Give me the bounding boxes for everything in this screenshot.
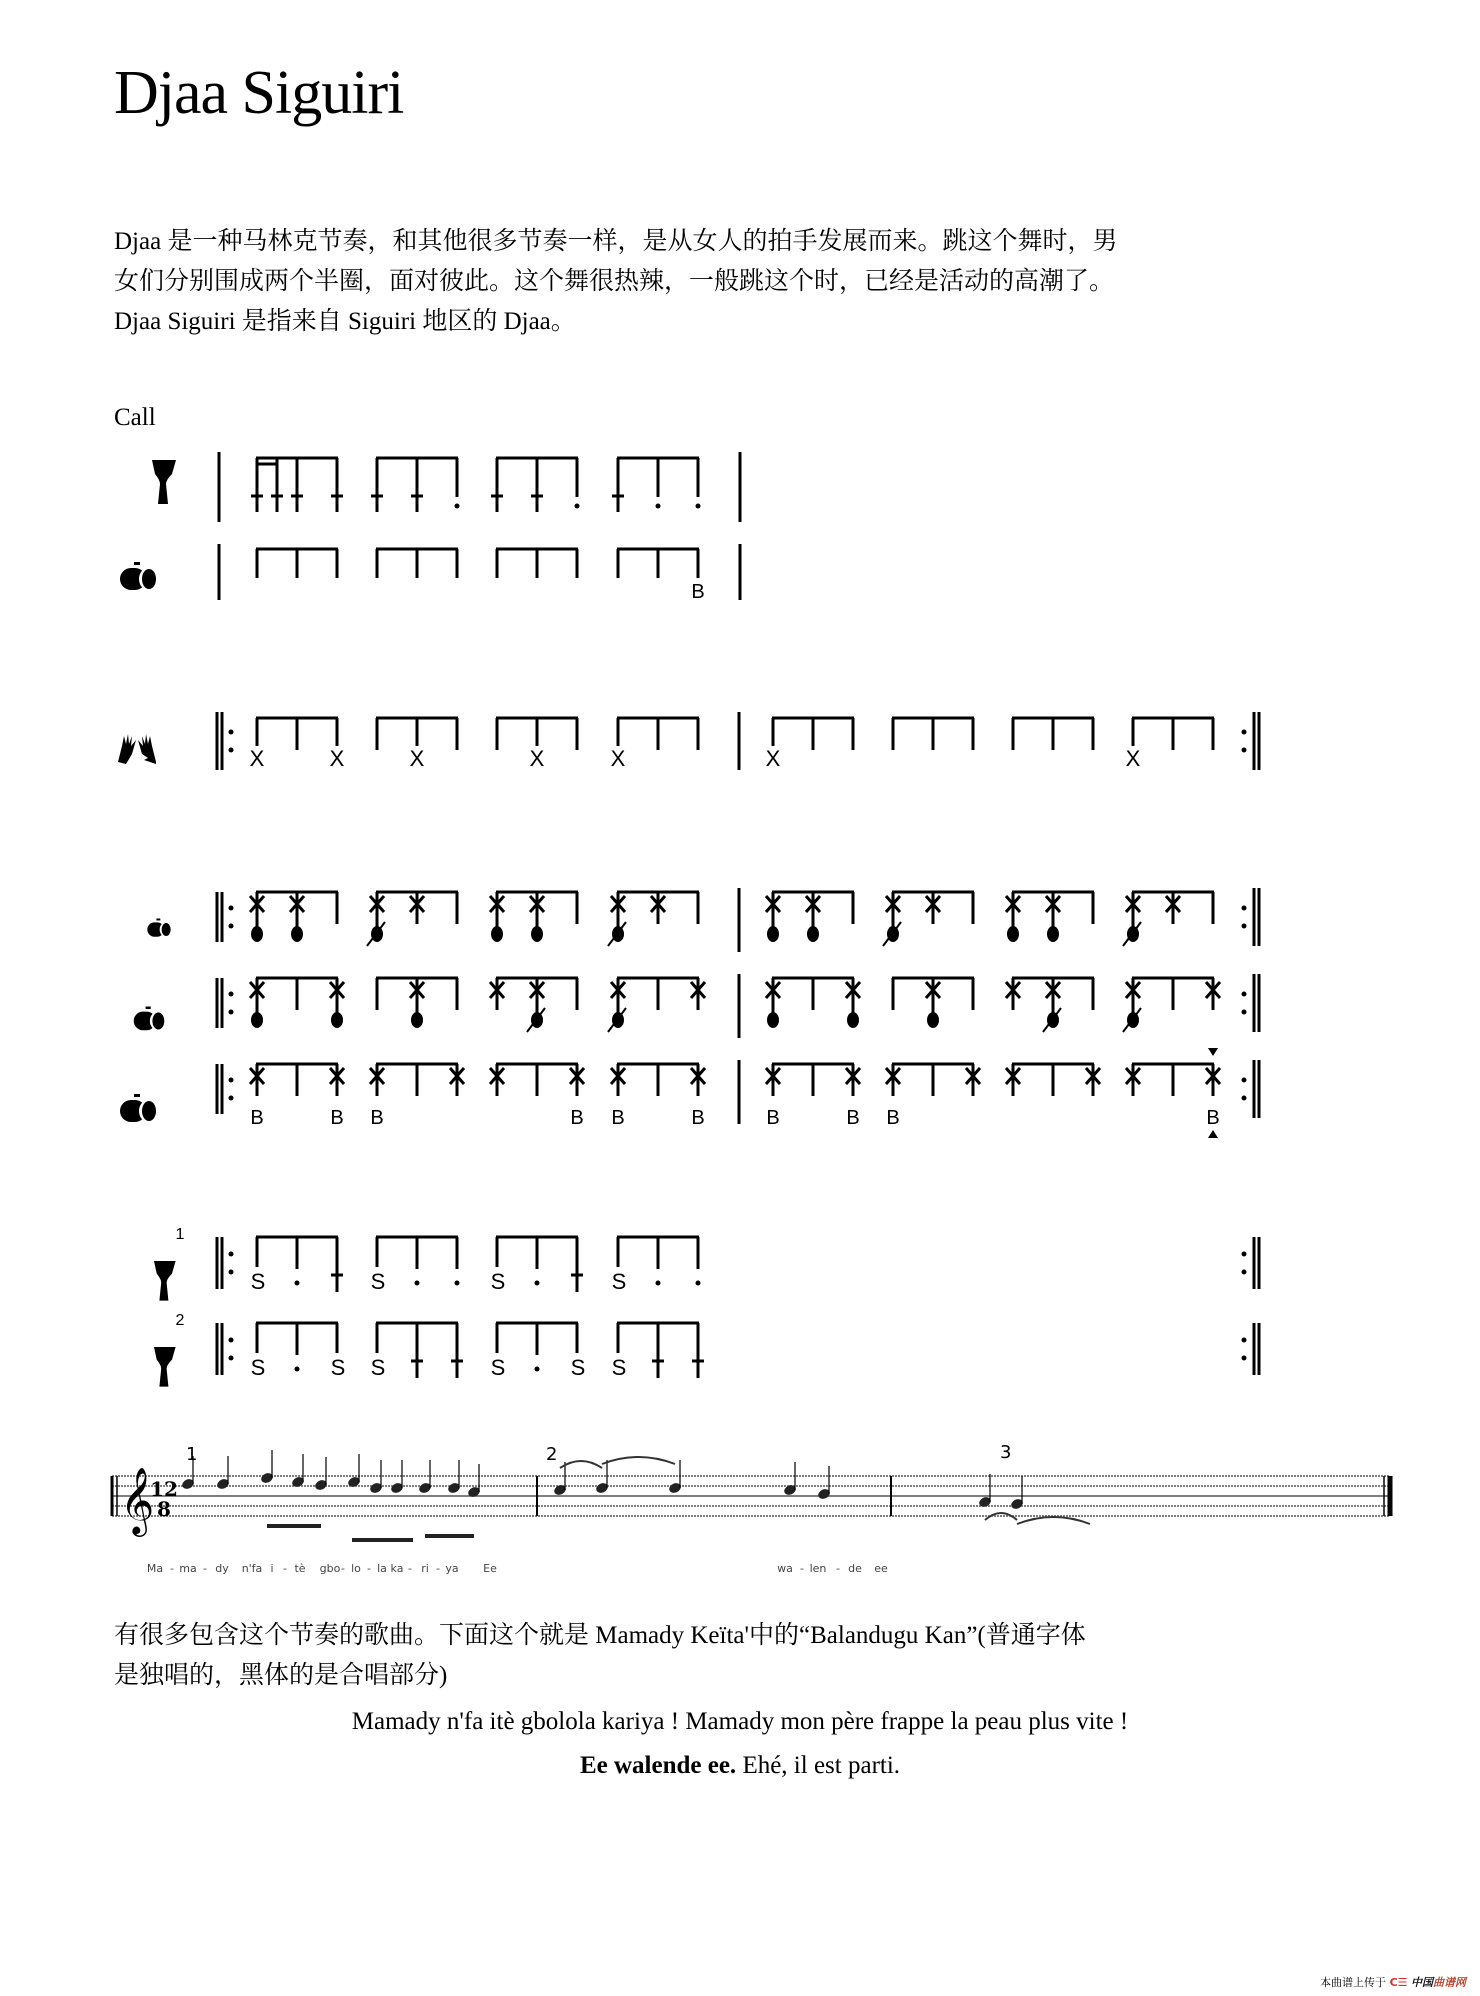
beat-group <box>496 718 578 771</box>
rest-dot <box>656 1281 661 1286</box>
lyric-syllable: - <box>341 1562 345 1575</box>
lyric-syllable: ya <box>445 1562 459 1575</box>
brand-name-a: 中国 <box>1411 1976 1433 1989</box>
measure-number: 1 <box>186 1444 198 1465</box>
beat-group <box>491 1237 583 1294</box>
lyric-syllable: ee <box>874 1562 888 1575</box>
beat-group <box>1123 978 1220 1032</box>
beat-group <box>376 978 458 1028</box>
lyric-syllable: ri <box>421 1562 429 1575</box>
beat-group <box>1006 978 1094 1032</box>
svg-text:S: S <box>330 1355 346 1380</box>
song-intro-line: 是独唱的，黑体的是合唱部分) <box>114 1662 448 1689</box>
open-stroke-dot <box>1007 926 1019 942</box>
open-stroke-dot <box>251 926 263 942</box>
chorus-bold: Ee walende ee. <box>579 1752 737 1779</box>
lyric-syllable: dy <box>215 1562 229 1575</box>
tie <box>1017 1517 1090 1524</box>
melody-staff <box>112 1442 1390 1575</box>
repeat-start-sign <box>217 892 234 942</box>
repeat-end-sign <box>1242 888 1260 946</box>
open-stroke-dot <box>411 1012 423 1028</box>
beat-group <box>892 718 974 750</box>
svg-text:B: B <box>691 581 705 603</box>
open-stroke-dot <box>1047 926 1059 942</box>
rest-dot <box>575 504 580 509</box>
svg-text:X: X <box>409 746 425 771</box>
time-signature-top: 12 <box>150 1477 178 1501</box>
svg-text:X: X <box>765 746 781 771</box>
page-title: Djaa Siguiri <box>114 59 404 127</box>
lyric-syllable: la <box>377 1562 387 1575</box>
footer-text: 本曲谱上传于 <box>1320 1976 1387 1989</box>
beat-group <box>612 458 701 512</box>
open-stroke-dot <box>927 1012 939 1028</box>
footer-watermark <box>1320 1974 1466 1990</box>
beat-group <box>1126 718 1214 771</box>
beat-group <box>251 458 343 512</box>
dundun-icon <box>120 562 157 590</box>
beat-group <box>1006 1064 1100 1096</box>
open-stroke-dot <box>531 926 543 942</box>
rest-dot <box>295 1281 300 1286</box>
lyric-syllable: - <box>800 1562 804 1575</box>
repeat-start-sign <box>217 1064 234 1114</box>
svg-text:S: S <box>250 1269 266 1294</box>
open-stroke-dot <box>847 1012 859 1028</box>
intro-line: 女们分别围成两个半圈，面对彼此。这个舞很热辣，一般跳这个时，已经是活动的高潮了。 <box>114 268 1115 295</box>
djembe-icon <box>154 1347 176 1387</box>
call-label: Call <box>114 404 156 431</box>
svg-text:X: X <box>610 746 626 771</box>
accent-marker-icon <box>1208 1048 1218 1056</box>
beat-group <box>371 1323 463 1380</box>
dundun-icon <box>147 919 171 937</box>
measure-number: 2 <box>546 1444 558 1465</box>
lyric-chorus <box>0 1752 1480 1780</box>
beat-group <box>611 1064 705 1129</box>
lyric-syllable: wa <box>777 1562 793 1575</box>
repeat-start-sign <box>217 712 234 770</box>
beat-group <box>370 1064 464 1129</box>
beat-group <box>376 549 458 578</box>
beat-group <box>250 978 344 1028</box>
beat-group <box>1126 1048 1220 1138</box>
lyric-syllable: - <box>408 1562 412 1575</box>
open-stroke-dot <box>767 1012 779 1028</box>
lyric-syllable: - <box>367 1562 371 1575</box>
svg-text:2: 2 <box>175 1312 185 1329</box>
intro-line: Djaa 是一种马林克节奏，和其他很多节奏一样，是从女人的拍手发展而来。跳这个舞时，男 <box>114 228 1118 255</box>
svg-text:B: B <box>570 1107 584 1129</box>
lyric-syllable: Ma <box>146 1562 164 1575</box>
beat-group <box>490 978 578 1032</box>
rest-dot <box>295 1367 300 1372</box>
repeat-end-sign <box>1242 1060 1260 1118</box>
svg-text:B: B <box>611 1107 625 1129</box>
svg-text:X: X <box>1125 746 1141 771</box>
svg-text:S: S <box>611 1355 627 1380</box>
svg-text:B: B <box>1206 1107 1220 1129</box>
open-stroke-dot <box>491 926 503 942</box>
lyric-syllable: de <box>848 1562 862 1575</box>
lyric-syllable: n'fa <box>241 1562 263 1575</box>
repeat-start-sign <box>217 1237 234 1289</box>
lyric-syllable: i <box>270 1562 274 1575</box>
beam <box>352 1538 413 1542</box>
rest-dot <box>535 1281 540 1286</box>
svg-text:X: X <box>529 746 545 771</box>
djembe-icon <box>154 1261 176 1301</box>
djembe-icon <box>152 460 176 504</box>
svg-text:X: X <box>249 746 265 771</box>
svg-text:B: B <box>886 1107 900 1129</box>
beat-group <box>371 1237 460 1294</box>
beat-group <box>612 1323 704 1380</box>
beam <box>267 1524 321 1528</box>
beat-group <box>250 718 345 771</box>
rest-dot <box>656 504 661 509</box>
svg-text:S: S <box>611 1269 627 1294</box>
beat-group <box>766 892 854 942</box>
song-intro-paragraph <box>114 1616 1086 1696</box>
rest-dot <box>696 1281 701 1286</box>
beat-group <box>251 1237 343 1294</box>
measure-number: 3 <box>1000 1442 1012 1463</box>
rest-dot <box>455 1281 460 1286</box>
tie <box>602 1457 675 1464</box>
lyric-syllable: len <box>809 1562 827 1575</box>
rest-dot <box>696 504 701 509</box>
beat-group <box>490 1064 584 1129</box>
repeat-end-sign <box>1242 712 1260 770</box>
lyric-syllable: Ee <box>483 1562 497 1575</box>
repeat-end-sign <box>1242 1237 1260 1289</box>
svg-text:B: B <box>370 1107 384 1129</box>
beat-group <box>886 1064 980 1129</box>
svg-text:B: B <box>330 1107 344 1129</box>
lyric-syllable: gbo <box>319 1562 341 1575</box>
beat-group <box>250 892 338 942</box>
rest-dot <box>415 1281 420 1286</box>
svg-text:B: B <box>846 1107 860 1129</box>
open-stroke-dot <box>331 1012 343 1028</box>
beat-group <box>256 549 338 578</box>
lyric-syllable: ma <box>179 1562 197 1575</box>
beat-group <box>491 1323 586 1380</box>
beat-group <box>611 718 699 771</box>
beat-group <box>490 892 578 942</box>
beat-group <box>1123 892 1214 946</box>
rest-dot <box>535 1367 540 1372</box>
beat-group <box>766 1064 860 1129</box>
beat-group <box>376 718 458 771</box>
lyric-syllable: - <box>283 1562 287 1575</box>
beat-group <box>251 1323 346 1380</box>
beat-group <box>608 892 699 946</box>
lyric-syllable: - <box>436 1562 440 1575</box>
beat-group <box>883 892 974 946</box>
intro-line: Djaa Siguiri 是指来自 Siguiri 地区的 Djaa。 <box>114 308 576 335</box>
beat-group <box>491 458 580 512</box>
repeat-end-sign <box>1242 974 1260 1032</box>
beat-group <box>617 549 705 603</box>
brand-logo-icon: C☰ <box>1389 1976 1408 1989</box>
lyric-solo: Mamady n'fa itè gbolola kariya ! Mamady mon père frappe la peau plus vite ! <box>351 1708 1129 1735</box>
svg-text:S: S <box>570 1355 586 1380</box>
treble-clef-icon: 𝄞 <box>120 1466 155 1534</box>
lyric-syllable: tè <box>294 1562 306 1575</box>
repeat-start-sign <box>217 978 234 1028</box>
svg-text:S: S <box>490 1355 506 1380</box>
svg-text:B: B <box>250 1107 264 1129</box>
beat-group <box>612 1237 701 1294</box>
song-intro-line: 有很多包含这个节奏的歌曲。下面这个就是 Mamady Keïta'中的“Balandugu Kan”(普通字体 <box>114 1622 1086 1649</box>
beat-group <box>371 458 460 512</box>
beat-group <box>766 978 860 1028</box>
lyric-syllable: - <box>170 1562 174 1575</box>
beat-group <box>1012 718 1094 750</box>
svg-text:S: S <box>370 1269 386 1294</box>
svg-text:S: S <box>490 1269 506 1294</box>
lyric-syllable: - <box>836 1562 840 1575</box>
beat-group <box>250 1064 344 1129</box>
chorus-translation: Ehé, il est parti. <box>736 1752 901 1779</box>
dundun-icon <box>120 1094 157 1122</box>
open-stroke-dot <box>251 1012 263 1028</box>
lyric-syllable: lo <box>351 1562 361 1575</box>
beat-group <box>766 718 854 771</box>
dundun-icon <box>134 1007 165 1031</box>
lyric-syllable: ka <box>390 1562 404 1575</box>
lyric-syllable: - <box>203 1562 207 1575</box>
repeat-start-sign <box>217 1323 234 1375</box>
svg-text:B: B <box>766 1107 780 1129</box>
beat-group <box>1006 892 1094 942</box>
beat-group <box>496 549 578 578</box>
repeat-end-sign <box>1242 1323 1260 1375</box>
beat-group <box>367 892 458 946</box>
svg-text:B: B <box>691 1107 705 1129</box>
open-stroke-dot <box>767 926 779 942</box>
open-stroke-dot <box>291 926 303 942</box>
hands-icon <box>118 734 156 764</box>
beat-group <box>892 978 974 1028</box>
svg-text:S: S <box>250 1355 266 1380</box>
beam <box>425 1534 474 1538</box>
rest-dot <box>455 504 460 509</box>
beat-group <box>608 978 705 1032</box>
tie <box>560 1461 602 1468</box>
accent-marker-icon <box>1208 1130 1218 1138</box>
svg-text:1: 1 <box>175 1226 185 1243</box>
time-signature-bottom: 8 <box>157 1497 171 1521</box>
svg-text:S: S <box>370 1355 386 1380</box>
open-stroke-dot <box>807 926 819 942</box>
svg-text:X: X <box>329 746 345 771</box>
brand-name-b: 曲谱网 <box>1433 1976 1466 1989</box>
